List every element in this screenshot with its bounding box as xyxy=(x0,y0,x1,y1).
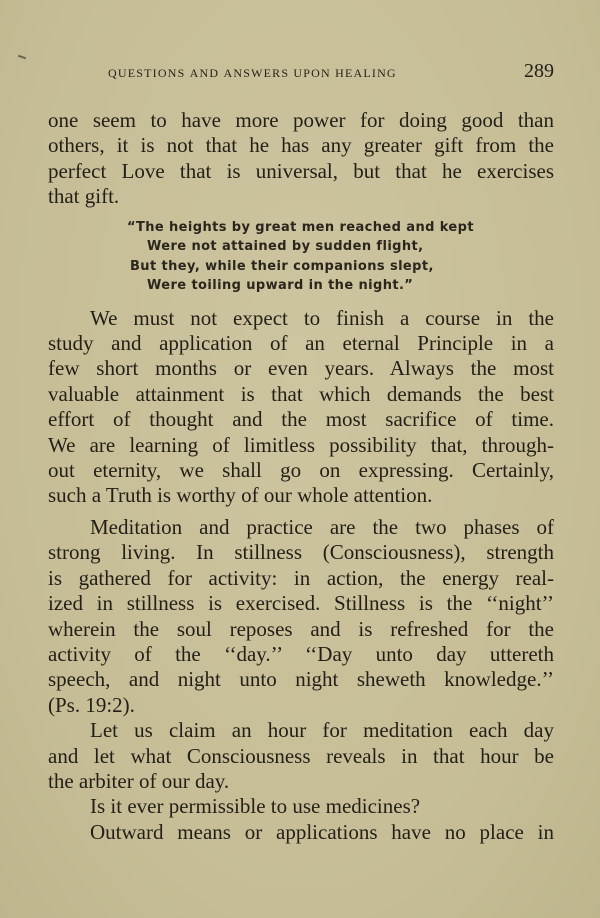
paragraph-2 xyxy=(48,306,554,509)
poem-line: “The heights by great men reached and kept xyxy=(127,219,474,235)
question-line: Is it ever permissible to use medicines? xyxy=(90,794,421,819)
text-line: the arbiter of our day. xyxy=(48,768,230,793)
text-line: speech, and night unto night sheweth knowledge.’’ xyxy=(48,667,554,692)
text-line: activity of the ‘‘day.’’ ‘‘Day unto day uttereth xyxy=(48,641,554,666)
text-line: Let us claim an hour for meditation each day xyxy=(90,718,554,743)
poem-line: Were toiling upward in the night.” xyxy=(147,278,414,294)
scan-mark xyxy=(18,55,26,60)
text-line: (Ps. 19:2). xyxy=(48,692,135,717)
poem-quote xyxy=(48,218,554,296)
text-line: and let what Consciousness reveals in that hour be xyxy=(48,743,554,768)
text-line: wherein the soul reposes and is refreshed for the xyxy=(48,616,554,641)
text-line: one seem to have more power for doing good than xyxy=(48,108,554,132)
text-line: that gift. xyxy=(48,184,120,209)
text-line: few short months or even years. Always the most xyxy=(48,356,554,381)
paragraph-3 xyxy=(48,515,554,718)
text-line: Outward means or applications have no place in xyxy=(90,819,554,844)
page-number: 289 xyxy=(524,60,554,82)
running-title: questions and answers upon healing xyxy=(108,62,397,81)
text-line: out eternity, we shall go on expressing. Certainly, xyxy=(48,458,554,483)
text-line: effort of thought and the most sacrifice of time. xyxy=(48,407,554,432)
text-line: perfect Love that is universal, but that he exercises xyxy=(48,158,554,183)
text-line: such a Truth is worthy of our whole attention. xyxy=(48,483,433,508)
text-line: We must not expect to finish a course in the xyxy=(90,305,554,330)
paragraph-4 xyxy=(48,718,554,794)
text-line: strong living. In stillness (Consciousness), strength xyxy=(48,540,554,565)
text-line: Meditation and practice are the two phases of xyxy=(90,514,554,539)
question xyxy=(48,794,554,819)
running-head xyxy=(108,60,554,83)
text-line: We are learning of limitless possibility that, through- xyxy=(48,432,554,457)
paragraph-5 xyxy=(48,820,554,845)
paragraph-1 xyxy=(48,108,554,210)
body-text xyxy=(48,108,554,845)
text-line: valuable attainment is that which demands the best xyxy=(48,381,554,406)
poem-line: But they, while their companions slept, xyxy=(130,258,434,274)
text-line: ized in stillness is exercised. Stillness is the ‘‘night’’ xyxy=(48,591,554,616)
text-line: is gathered for activity: in action, the energy real- xyxy=(48,565,554,590)
poem-line: Were not attained by sudden flight, xyxy=(147,239,424,255)
text-line: others, it is not that he has any greater gift from the xyxy=(48,133,554,158)
text-line: study and application of an eternal Principle in a xyxy=(48,331,554,356)
